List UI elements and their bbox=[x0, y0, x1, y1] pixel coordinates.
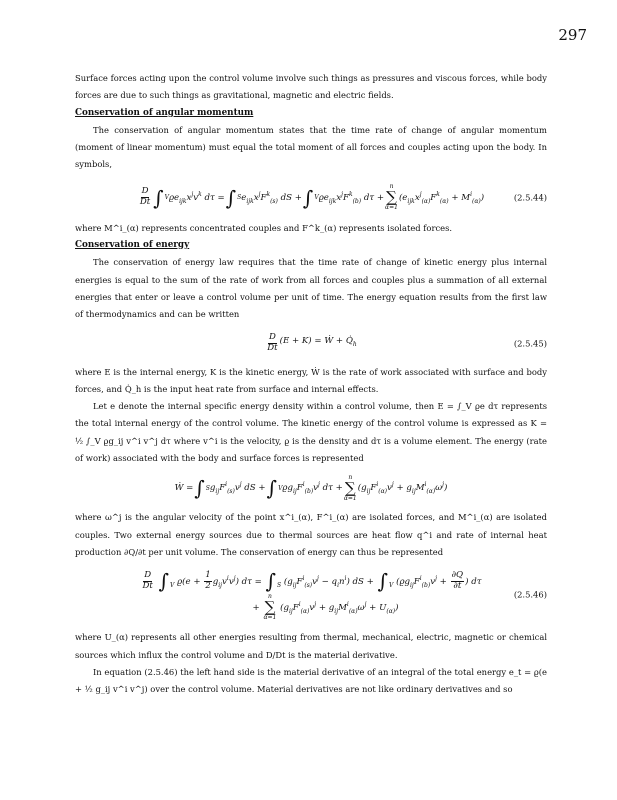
paragraph-other-energies: where U_(α) represents all other energies resulting from thermal, mechanical, electric, magnetic or chemical sources which influx the control volume and D/Dt is the material derivative. bbox=[75, 632, 547, 660]
body-text bbox=[75, 70, 547, 698]
paragraph-internal-energy: Let e denote the internal specific energy density within a control volume, then E = ∫_V ϱe dτ represents the total internal energy of the control volume. The kinetic energy of the control volume is expressed as K = ½ ∫_V ϱg_ij v^i v^j dτ where v^i is the velocity, ϱ is the density and dτ is a volume element. The energy (rate of work) associated with the body and surface forces is represented bbox=[75, 401, 547, 464]
paragraph-where-couples: where M^i_(α) represents concentrated couples and F^k_(α) represents isolated forces. bbox=[75, 222, 453, 233]
heading-angular-momentum: Conservation of angular momentum bbox=[75, 107, 254, 118]
heading-conservation-energy: Conservation of energy bbox=[75, 240, 190, 251]
paragraph-material-derivative: In equation (2.5.46) the left hand side is the material derivative of an integral of the total energy e_t = ϱ(e + ½ g_ij v^i v^j) over the control volume. Material derivatives are not like ordinary derivatives and so bbox=[75, 666, 547, 695]
equation-2-5-45: $\frac{D}{Dt}$ (E + K) = Ẇ + $Q̇_h$ (2.5.45) bbox=[267, 332, 547, 354]
page-number: 297 bbox=[558, 26, 587, 44]
equation-2-5-44: $\frac{D}{Dt}$ ∫ V $ϱe_{ijk}x^jv^k$ dτ = ∫ S $e_{ijk}x^jF^k_{(s)}$ dS + ∫ V $ϱe_{ijk}x^jF^k_{(b)}$ dτ + n ∑ α=1 $(e_{ijk}x^j_{(\alpha)}F^k_{(\alpha)} + M^i_{(\alpha)})$ (2.5.44) bbox=[139, 183, 547, 212]
equation-number: (2.5.46) bbox=[513, 589, 547, 600]
equation-number: (2.5.44) bbox=[513, 192, 547, 203]
paragraph-energy-law: The conservation of energy law requires that the time rate of change of kinetic energy plus internal energies is equal to the sum of the rate of work from all forces and couples plus a summation of all external energies that enter or leave a control volume per unit of time. The energy equation results from the first law of thermodynamics and can be written bbox=[75, 257, 547, 320]
paragraph-angular-momentum: The conservation of angular momentum states that the time rate of change of angular momentum (moment of linear momentum) must equal the total moment of all forces and couples acting upon the body. In symbols, bbox=[75, 124, 547, 170]
equation-work-rate: Ẇ = ∫ S $g_{ij}F^i_{(s)}v^j$ dS + ∫ V $ϱg_{ij}F^i_{(b)}v^j$ dτ + n ∑ α=1 $(g_{ij}F^i_{(\alpha)}v^j + g_{ij}M^i_{(\alpha)}\omega^j)$ bbox=[174, 473, 448, 502]
paragraph-angular-velocity: where ω^j is the angular velocity of the point x^i_(α), F^i_(α) are isolated forces, and M^i_(α) are isolated couples. Two external energy sources due to thermal sources are heat flow q^i and rate of internal heat production ∂Q/∂t per unit volume. The conservation of energy can thus be represented bbox=[75, 512, 547, 557]
paragraph-forces: Surface forces acting upon the control volume involve such things as pressures and viscous forces, while body forces are due to such things as gravitational, magnetic and electric fields. bbox=[75, 73, 547, 101]
equation-number: (2.5.45) bbox=[513, 337, 547, 348]
paragraph-where-energies: where E is the internal energy, K is the kinetic energy, Ẇ is the rate of work associated with surface and body forces, and Q̇_h is the input heat rate from surface and internal effects. bbox=[75, 366, 547, 394]
equation-2-5-46: $\frac{D}{Dt}$ $\int_V$ ϱ(e + $\frac{1}{2}$ $g_{ij}v^iv^j$) $d\tau = \int_S$ $(g_{ij}F^i_{(s)}v^j - q_in^i)$ dS + $\int_V$ ($ϱg_{ij}F^i_{(b)}v^j$ + $\frac{\partial Q}{\partial t}$ ) dτ + n ∑ α=1 $(g_{ij}F^i_{(\alpha)}v^j + g_{ij}M^i_{(\alpha)}\omega^j + U_{(\alpha)})$ (2.5.46) bbox=[142, 569, 547, 621]
